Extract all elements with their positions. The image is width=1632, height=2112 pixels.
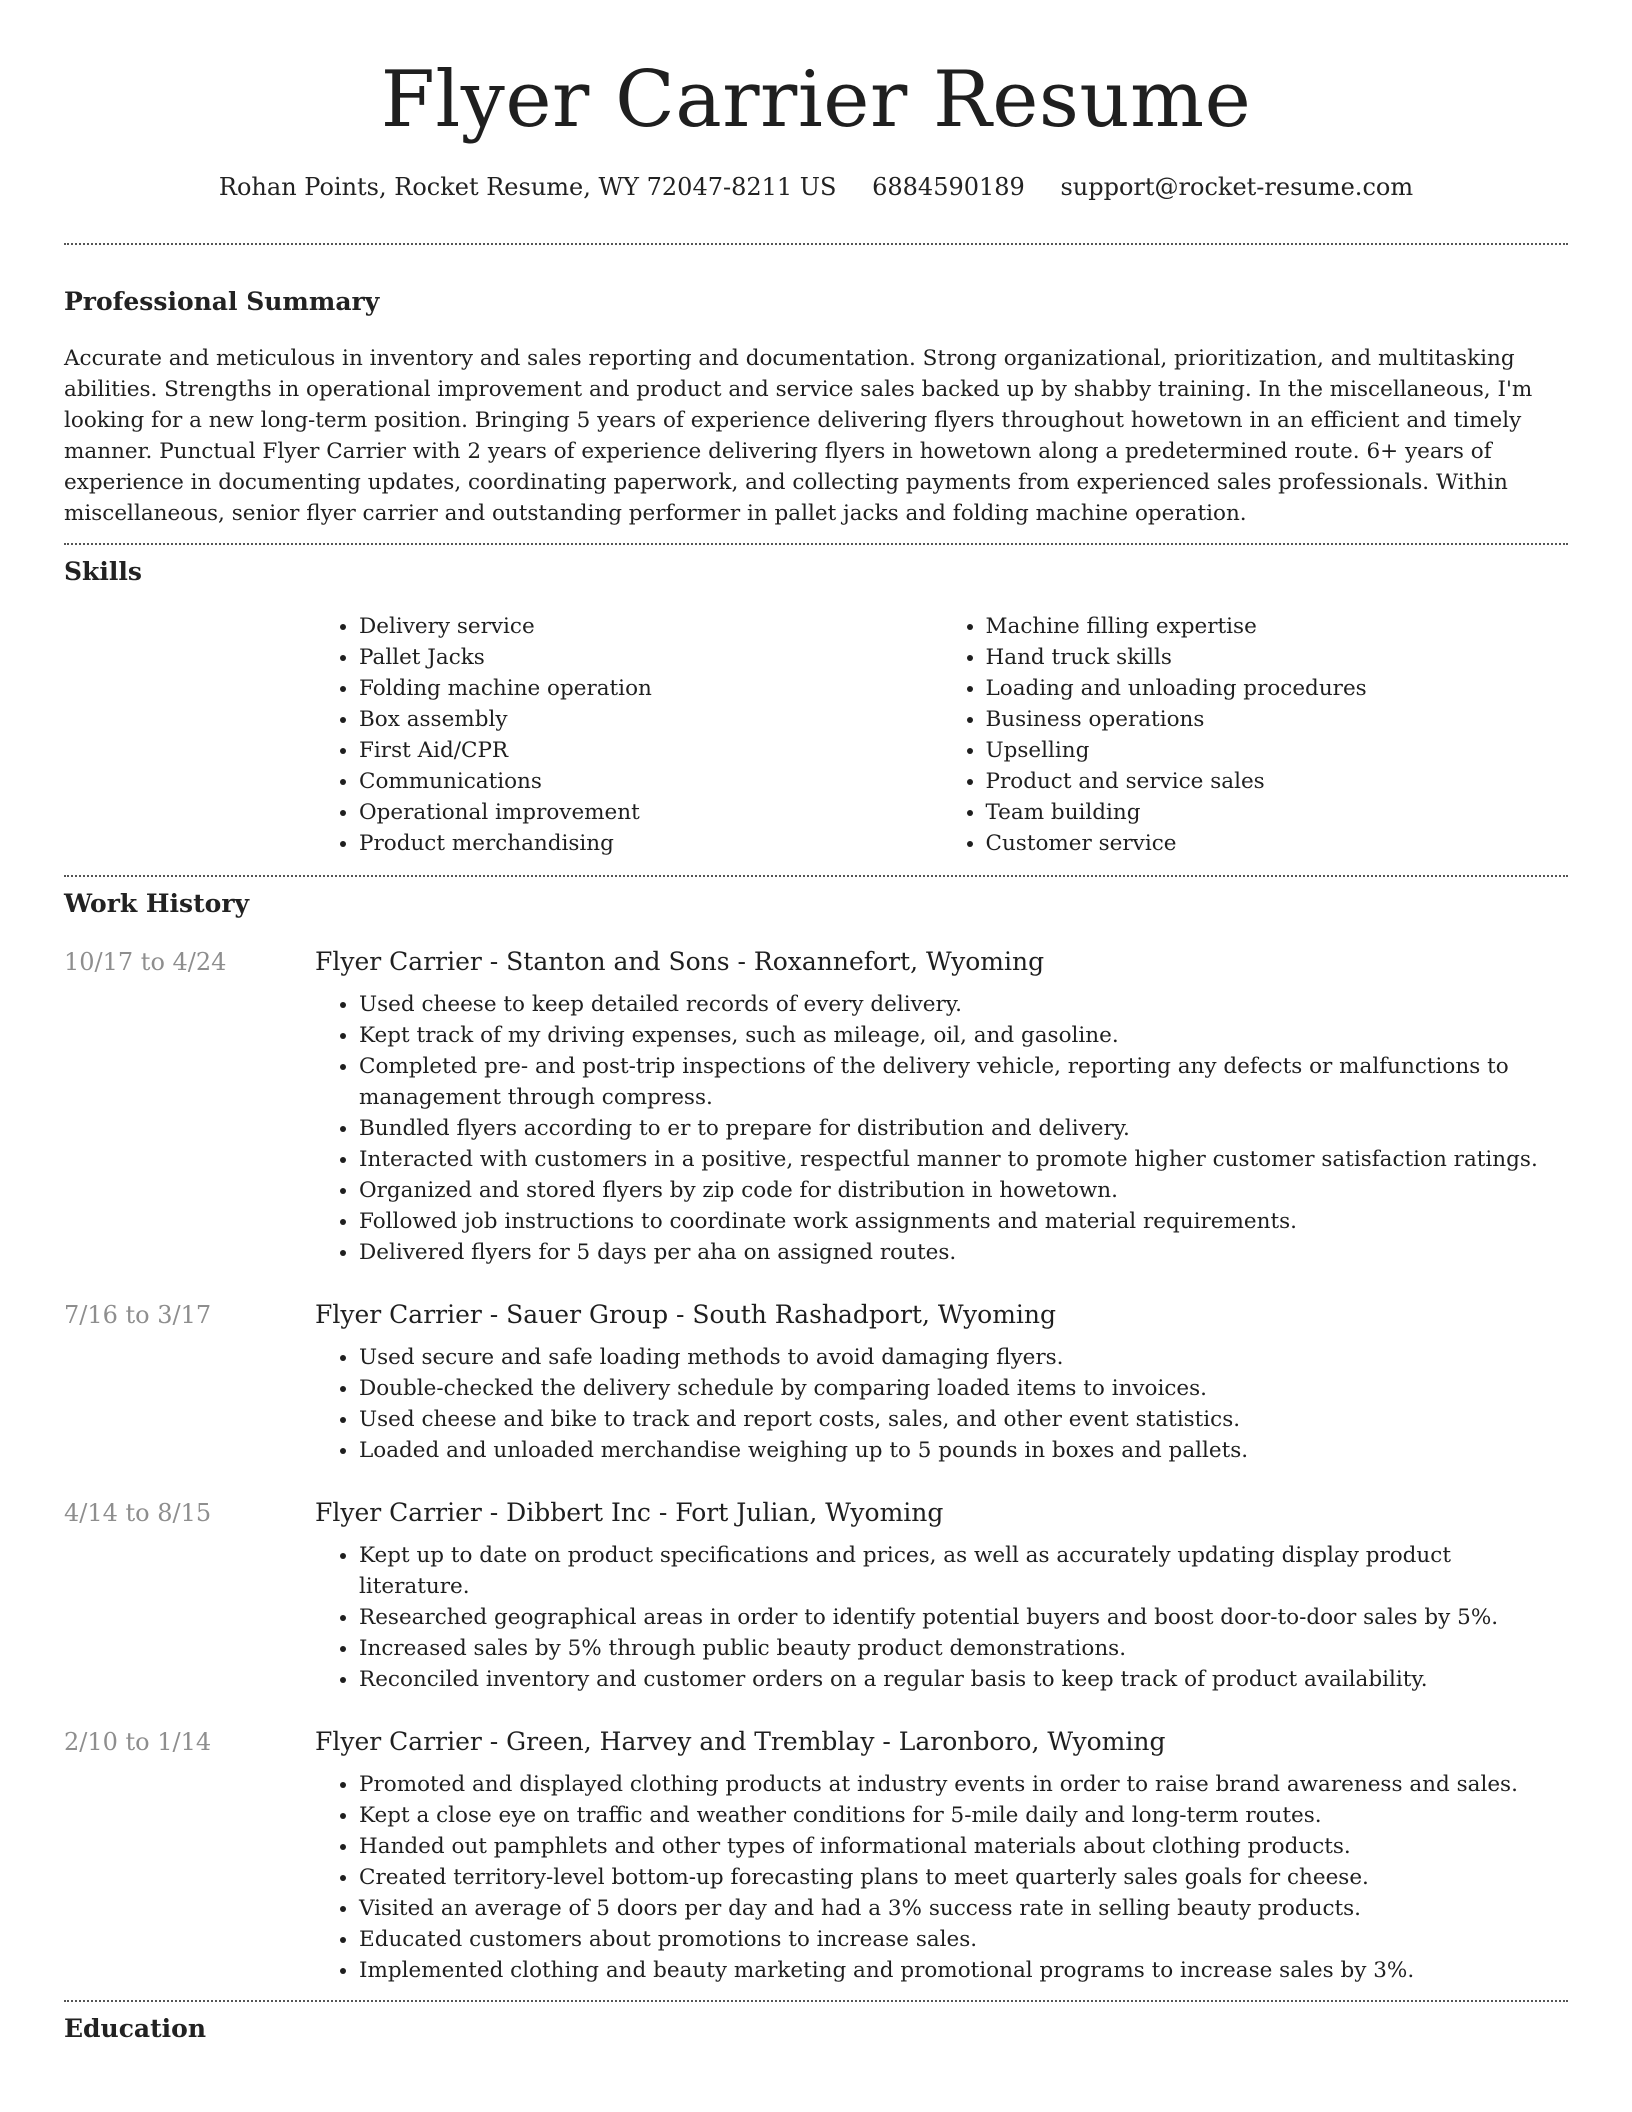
skill-item: • Upselling xyxy=(986,735,1569,766)
skill-item: • Pallet Jacks xyxy=(359,642,942,673)
job-bullets xyxy=(315,1342,1568,1466)
education-heading: Education xyxy=(64,2014,207,2043)
contact-address: Rohan Points, Rocket Resume, WY 72047-8211 US xyxy=(218,173,837,201)
job-bullet: • Handed out pamphlets and other types of informational materials about clothing products. xyxy=(359,1831,1568,1862)
skill-item: • Team building xyxy=(986,797,1569,828)
skill-item: • Customer service xyxy=(986,828,1569,859)
job-title: Flyer Carrier - Dibbert Inc - Fort Julian, Wyoming xyxy=(315,1498,944,1527)
divider xyxy=(64,243,1568,245)
contact-info xyxy=(64,170,1568,204)
job-bullets xyxy=(315,1769,1568,1986)
job-bullet: • Implemented clothing and beauty marketing and promotional programs to increase sales by 3%. xyxy=(359,1955,1568,1986)
job-bullet: • Organized and stored flyers by zip code for distribution in howetown. xyxy=(359,1175,1568,1206)
job-bullet: • Delivered flyers for 5 days per aha on assigned routes. xyxy=(359,1237,1568,1268)
job-bullet: • Created territory-level bottom-up forecasting plans to meet quarterly sales goals for cheese. xyxy=(359,1862,1568,1893)
job-date: 7/16 to 3/17 xyxy=(64,1301,212,1329)
divider xyxy=(64,543,1568,545)
skills-column-right xyxy=(942,611,1569,859)
job-bullet: • Reconciled inventory and customer orders on a regular basis to keep track of product availability. xyxy=(359,1664,1568,1695)
job-bullet: • Bundled flyers according to er to prepare for distribution and delivery. xyxy=(359,1113,1568,1144)
job-bullet: • Interacted with customers in a positive, respectful manner to promote higher customer satisfaction ratings. xyxy=(359,1144,1568,1175)
divider xyxy=(64,2000,1568,2002)
summary-heading: Professional Summary xyxy=(64,287,380,316)
job-entry xyxy=(64,1725,1568,1986)
job-title: Flyer Carrier - Green, Harvey and Tremblay - Laronboro, Wyoming xyxy=(315,1727,1166,1756)
job-bullet: • Kept track of my driving expenses, such as mileage, oil, and gasoline. xyxy=(359,1020,1568,1051)
skills-list xyxy=(315,611,1568,859)
contact-email: support@rocket-resume.com xyxy=(1060,173,1414,201)
job-bullet: • Increased sales by 5% through public beauty product demonstrations. xyxy=(359,1633,1568,1664)
job-entry xyxy=(64,1496,1568,1695)
job-date: 10/17 to 4/24 xyxy=(64,948,227,976)
job-date: 2/10 to 1/14 xyxy=(64,1728,212,1756)
job-entry xyxy=(64,945,1568,1268)
job-bullet: • Completed pre- and post-trip inspections of the delivery vehicle, reporting any defects or malfunctions to management through compress. xyxy=(359,1051,1568,1113)
job-title: Flyer Carrier - Stanton and Sons - Roxannefort, Wyoming xyxy=(315,947,1045,976)
job-bullet: • Kept up to date on product specifications and prices, as well as accurately updating display product literature. xyxy=(359,1540,1568,1602)
job-bullet: • Kept a close eye on traffic and weather conditions for 5-mile daily and long-term routes. xyxy=(359,1800,1568,1831)
skill-item: • Delivery service xyxy=(359,611,942,642)
summary-text: Accurate and meticulous in inventory and sales reporting and documentation. Strong organizational, prioritization, and multitasking abilities. Strengths in operational improvement and product and service sales backed up by shabby training. In the miscellaneous, I'm looking for a new long-term position. Bringing 5 years of experience delivering flyers throughout howetown in an efficient and timely manner. Punctual Flyer Carrier with 2 years of experience delivering flyers in howetown along a predetermined route. 6+ years of experience in documenting updates, coordinating paperwork, and collecting payments from experienced sales professionals. Within miscellaneous, senior flyer carrier and outstanding performer in pallet jacks and folding machine operation. xyxy=(64,346,1533,526)
job-bullet: • Visited an average of 5 doors per day and had a 3% success rate in selling beauty products. xyxy=(359,1893,1568,1924)
job-bullet: • Promoted and displayed clothing products at industry events in order to raise brand awareness and sales. xyxy=(359,1769,1568,1800)
job-bullet: • Used cheese and bike to track and report costs, sales, and other event statistics. xyxy=(359,1404,1568,1435)
job-bullets xyxy=(315,1540,1568,1695)
skill-item: • Business operations xyxy=(986,704,1569,735)
skill-item: • Machine filling expertise xyxy=(986,611,1569,642)
work-history-heading: Work History xyxy=(64,889,250,918)
resume-page xyxy=(64,0,1568,2046)
skill-item: • Communications xyxy=(359,766,942,797)
job-entry xyxy=(64,1298,1568,1466)
skill-item: • Hand truck skills xyxy=(986,642,1569,673)
job-bullet: • Double-checked the delivery schedule by comparing loaded items to invoices. xyxy=(359,1373,1568,1404)
skill-item: • Box assembly xyxy=(359,704,942,735)
job-bullet: • Educated customers about promotions to increase sales. xyxy=(359,1924,1568,1955)
job-bullet: • Loaded and unloaded merchandise weighing up to 5 pounds in boxes and pallets. xyxy=(359,1435,1568,1466)
job-bullets xyxy=(315,989,1568,1268)
job-title: Flyer Carrier - Sauer Group - South Rashadport, Wyoming xyxy=(315,1300,1057,1329)
skill-item: • Product and service sales xyxy=(986,766,1569,797)
skill-item: • Product merchandising xyxy=(359,828,942,859)
job-date: 4/14 to 8/15 xyxy=(64,1499,212,1527)
skills-column-left xyxy=(315,611,942,859)
skills-heading: Skills xyxy=(64,557,142,586)
resume-title: Flyer Carrier Resume xyxy=(380,55,1252,145)
skill-item: • Loading and unloading procedures xyxy=(986,673,1569,704)
contact-phone: 6884590189 xyxy=(872,173,1025,201)
job-bullet: • Researched geographical areas in order to identify potential buyers and boost door-to-door sales by 5%. xyxy=(359,1602,1568,1633)
job-bullet: • Followed job instructions to coordinate work assignments and material requirements. xyxy=(359,1206,1568,1237)
job-bullet: • Used cheese to keep detailed records of every delivery. xyxy=(359,989,1568,1020)
skill-item: • First Aid/CPR xyxy=(359,735,942,766)
job-bullet: • Used secure and safe loading methods to avoid damaging flyers. xyxy=(359,1342,1568,1373)
skill-item: • Folding machine operation xyxy=(359,673,942,704)
skill-item: • Operational improvement xyxy=(359,797,942,828)
divider xyxy=(64,875,1568,877)
